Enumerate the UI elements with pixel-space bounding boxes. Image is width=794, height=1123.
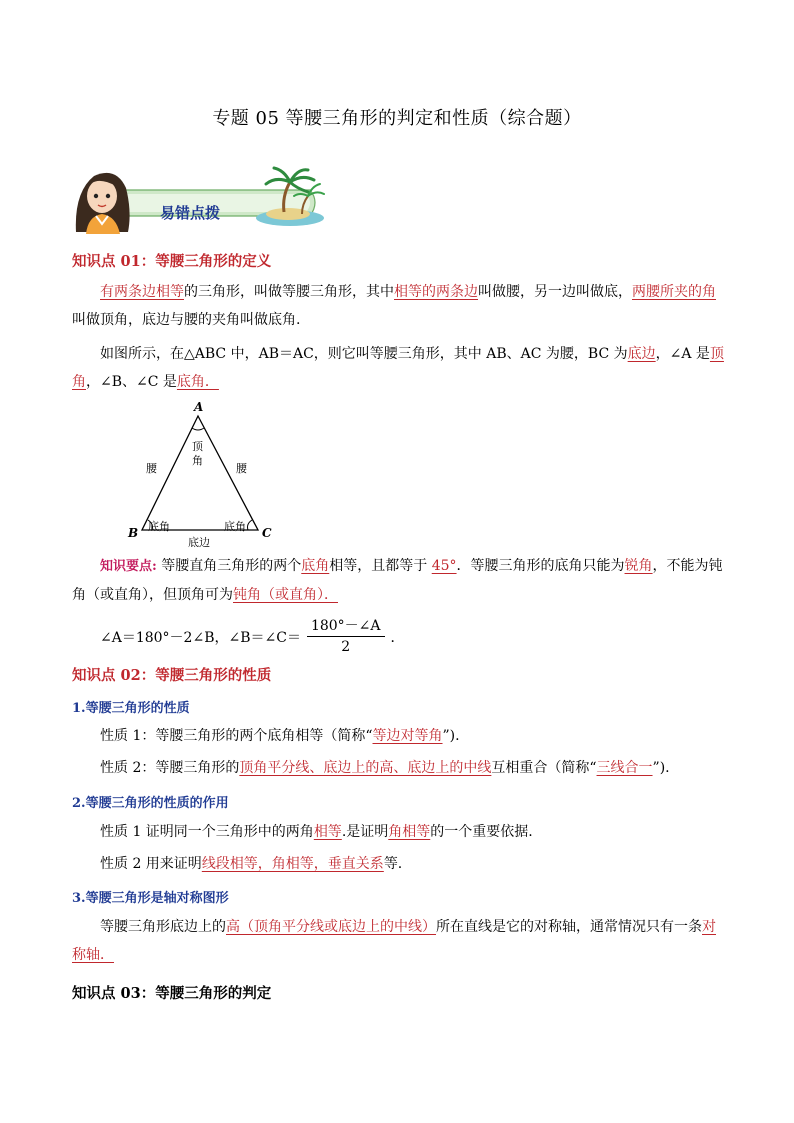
section-banner bbox=[70, 162, 330, 234]
underlined-term: 顶角 bbox=[72, 346, 724, 390]
use-1 bbox=[100, 818, 533, 846]
isosceles-triangle-figure bbox=[120, 400, 280, 550]
text-run: 性质 1：等腰三角形的两个底角相等（简称“ bbox=[100, 728, 373, 744]
kp1-definition bbox=[72, 278, 727, 334]
underlined-term: 线段相等，角相等，垂直关系 bbox=[201, 856, 384, 872]
key-note-label: 知识要点: bbox=[100, 559, 157, 574]
page-title: 专题 05 等腰三角形的判定和性质（综合题） bbox=[212, 108, 582, 129]
underlined-term: 有两条边相等 bbox=[100, 284, 184, 300]
text-run: 所在直线是它的对称轴，通常情况只有一条 bbox=[436, 919, 702, 935]
key-note-text bbox=[72, 558, 723, 603]
underlined-term: 相等的两条边 bbox=[394, 284, 478, 300]
base-label: 底边 bbox=[188, 536, 210, 549]
vertex-a-label: A bbox=[194, 400, 204, 414]
kp2-heading: 知识点 02：等腰三角形的性质 bbox=[72, 667, 272, 684]
banner-illustration bbox=[70, 162, 330, 234]
formula-left: ∠A＝180°－2∠B，∠B＝∠C＝ bbox=[100, 629, 301, 646]
text-run: ，∠B、∠C 是 bbox=[86, 374, 177, 390]
kp1-heading: 知识点 01：等腰三角形的定义 bbox=[72, 253, 272, 270]
banner-label: 易错点拨 bbox=[160, 204, 221, 222]
text-run: ”). bbox=[442, 728, 460, 744]
kp2-sub2: 2.等腰三角形的性质的作用 bbox=[72, 796, 229, 811]
base-angle-left-label: 底角 bbox=[148, 520, 170, 533]
formula-denominator: 2 bbox=[341, 639, 351, 655]
property-2 bbox=[100, 754, 670, 782]
underlined-term: 底角 bbox=[301, 558, 330, 574]
formula-end: ． bbox=[390, 629, 405, 646]
underlined-term: 底边 bbox=[627, 346, 656, 362]
text-run: 性质 2：等腰三角形的 bbox=[100, 760, 240, 776]
text-run: 性质 2 用来证明 bbox=[100, 856, 202, 872]
left-leg-label: 腰 bbox=[146, 462, 157, 475]
underlined-term: 顶角平分线、底边上的高、底边上的中线 bbox=[239, 760, 492, 776]
text-run: 如图所示，在△ABC 中，AB＝AC，则它叫等腰三角形，其中 AB、AC 为腰，BC 为 bbox=[100, 346, 628, 362]
kp2-sub1: 1.等腰三角形的性质 bbox=[72, 701, 190, 716]
text-run: 等腰三角形底边上的 bbox=[100, 919, 226, 935]
text-run: .是证明 bbox=[341, 824, 389, 840]
base-angle-right-label: 底角 bbox=[224, 520, 246, 533]
text-run: 性质 1 证明同一个三角形中的两角 bbox=[100, 824, 314, 840]
text-run: ，不能为钝角（或直角），但顶角可为 bbox=[72, 558, 723, 603]
text-run: 叫做顶角，底边与腰的夹角叫做底角. bbox=[72, 312, 301, 328]
underlined-term: 相等 bbox=[313, 824, 342, 840]
text-run: 等腰直角三角形的两个 bbox=[156, 558, 302, 574]
vertex-b-label: B bbox=[128, 526, 139, 540]
underlined-term: 高（顶角平分线或底边上的中线） bbox=[226, 919, 436, 935]
kp1-example bbox=[72, 340, 727, 396]
kp1-key-note bbox=[72, 552, 727, 609]
vertex-c-label: C bbox=[262, 526, 272, 540]
formula-numerator: 180°－∠A bbox=[307, 616, 385, 637]
formula-fraction bbox=[307, 616, 385, 657]
underlined-term: 对称轴． bbox=[72, 919, 716, 963]
angle-formula bbox=[100, 616, 405, 657]
kp2-sub3: 3.等腰三角形是轴对称图形 bbox=[72, 891, 229, 906]
underlined-term: 角相等 bbox=[388, 824, 431, 840]
kp3-heading: 知识点 03：等腰三角形的判定 bbox=[72, 985, 272, 1002]
text-run: 叫做腰，另一边叫做底， bbox=[478, 284, 632, 300]
text-run: ”). bbox=[652, 760, 670, 776]
text-run: ，∠A 是 bbox=[655, 346, 710, 362]
apex-angle-label-2: 角 bbox=[192, 454, 203, 467]
right-leg-label: 腰 bbox=[236, 462, 247, 475]
text-run: 互相重合（简称“ bbox=[491, 760, 597, 776]
underlined-term: 底角． bbox=[176, 374, 219, 390]
underlined-term: 三线合一 bbox=[596, 760, 653, 776]
property-1 bbox=[100, 722, 460, 750]
underlined-term: 锐角 bbox=[624, 558, 653, 574]
underlined-term: 45° bbox=[431, 558, 457, 574]
text-run: 的一个重要依据. bbox=[430, 824, 533, 840]
apex-angle-label-1: 顶 bbox=[192, 440, 203, 453]
text-run: ．等腰三角形的底角只能为 bbox=[456, 558, 625, 574]
underlined-term: 等边对等角 bbox=[372, 728, 443, 744]
text-run: 的三角形，叫做等腰三角形，其中 bbox=[184, 284, 394, 300]
axis-of-symmetry bbox=[72, 913, 727, 969]
underlined-term: 两腰所夹的角 bbox=[632, 284, 716, 300]
use-2 bbox=[100, 850, 402, 878]
underlined-term: 钝角（或直角）． bbox=[233, 587, 338, 603]
text-run: 等. bbox=[383, 856, 403, 872]
text-run: 相等，且都等于 bbox=[329, 558, 432, 574]
triangle-diagram bbox=[120, 400, 280, 550]
